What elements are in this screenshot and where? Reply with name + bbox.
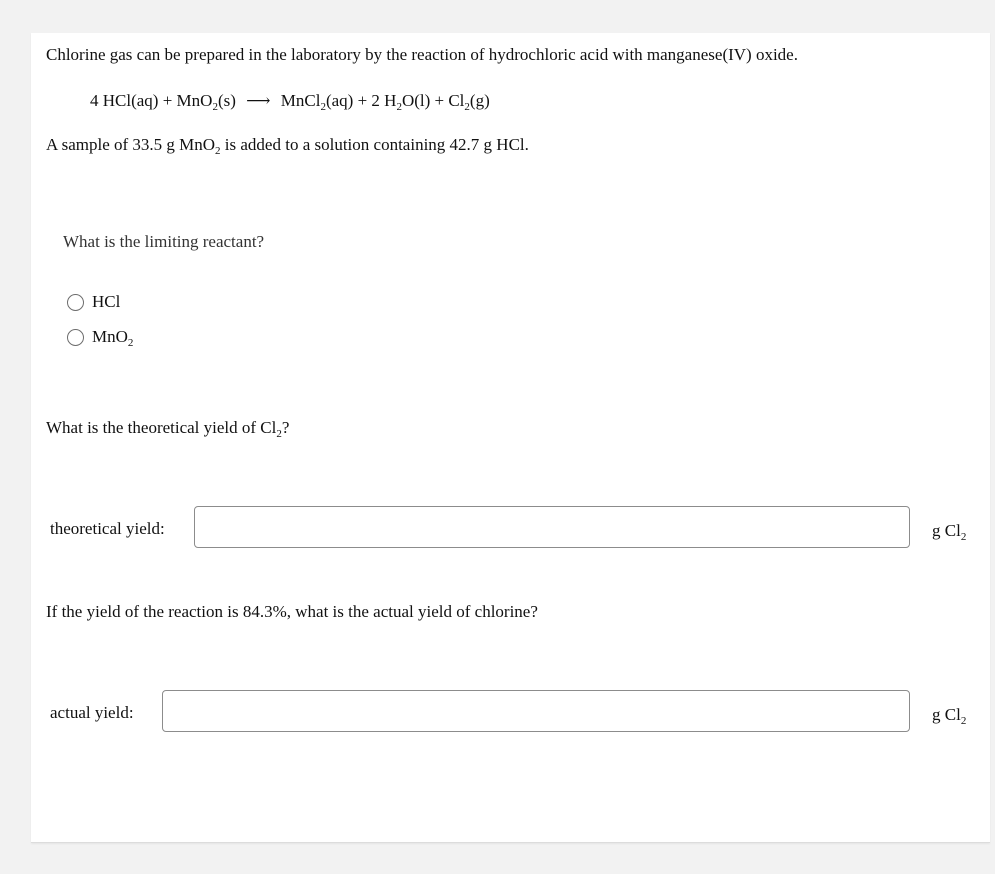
actual-yield-input[interactable]: [162, 690, 910, 732]
actual-yield-label: actual yield:: [50, 703, 134, 722]
sample-text: A sample of 33.5 g MnO$_2$ is added to a solution containing 42.7 g HCl.: [46, 135, 529, 157]
option-label: MnO$_2$: [92, 327, 134, 349]
option-label: HCl: [92, 292, 121, 311]
radio-button[interactable]: [67, 329, 84, 346]
theoretical-yield-unit: g $Cl_2$: [932, 521, 967, 543]
option-mno2[interactable]: [67, 326, 133, 348]
actual-yield-prompt: If the yield of the reaction is 84.3%, what is the actual yield of chlorine?: [46, 602, 538, 621]
theoretical-yield-input[interactable]: [194, 506, 910, 548]
radio-button[interactable]: [67, 294, 84, 311]
theoretical-yield-prompt: What is the theoretical yield of $Cl_2$?: [46, 418, 290, 440]
limiting-reactant-prompt: What is the limiting reactant?: [63, 232, 265, 251]
reaction-arrow-icon: ⟶: [246, 91, 271, 110]
intro-text: Chlorine gas can be prepared in the laboratory by the reaction of hydrochloric acid with manganese(IV) oxide.: [46, 45, 798, 64]
reaction-equation: 4 HCl(aq) + MnO$_2$(s) ⟶ MnCl$_2$(aq) + 2 $H_2O(l) + Cl_2(g)$: [90, 91, 490, 113]
option-hcl[interactable]: [67, 291, 120, 313]
actual-yield-unit: g $Cl_2$: [932, 705, 967, 727]
theoretical-yield-label: theoretical yield:: [50, 519, 165, 538]
